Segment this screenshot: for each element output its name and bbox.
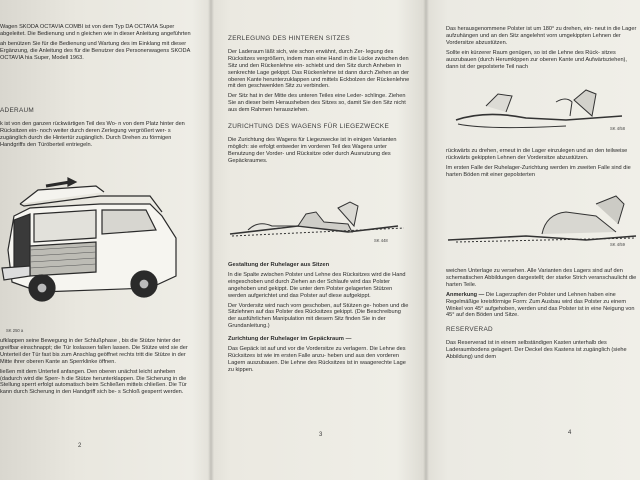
right-page-text-bottom xyxy=(446,268,640,364)
middle-fig-label: SK 448 xyxy=(374,238,388,243)
right-page-text-mid xyxy=(446,148,640,182)
middle-page-text-top xyxy=(228,36,410,168)
right-anmerkung-title: Anmerkung — xyxy=(446,291,485,298)
left-page-section xyxy=(0,108,196,152)
right-para5: weichen Unterlage zu versehen. Alle Varianten des Lagers sind auf den schematischen Abbildungen dargestellt; der starke Strich veranschaulicht die harten Teile. xyxy=(446,268,637,288)
middle-subhead2: Zurichtung der Ruhelager im Gepäckraum — xyxy=(228,336,352,343)
middle-heading: ZERLEGUNG DES HINTEREN SITZES xyxy=(228,35,350,42)
left-intro: Wagen SKODA OCTAVIA COMBI ist von dem Typ DA OCTAVIA Super abgeleitet. Die Bedienung und n gleichen wie in dieser Anleitung angeführten xyxy=(0,24,191,37)
middle-subhead1: Gestaltung der Ruhelager aus Sitzen xyxy=(228,262,330,268)
right-anmerkung: Die Lagerzapfen der Polster und Lehnen haben eine Regelmäßige kreisförmige Form: Zum Ausbau wird das Polster zu einem Winkel von 45° aufgehoben, werden und das Polster ist in eine Neigung von 45° auf den Böden und Sitze. xyxy=(446,291,635,319)
page-fold-left xyxy=(208,0,214,480)
car-illustration xyxy=(0,176,180,314)
right-fig-label2: SK 4/59 xyxy=(610,242,625,247)
right-page-text-top xyxy=(446,26,640,73)
left-para1: k ist von den ganzen rückwärtigen Teil des Wo- n von dem Platz hinter den Rücksitzen ein- noch weiter durch deren Zerlegung vergrößert wer- s zugänglich durch die Hintertür zugänglich. Durch Drehen zu förmigen Handgriffs den Türöberteil entriegeln. xyxy=(0,120,185,148)
right-para3: rückwärts zu drehen, erneut in die Lager einzulegen und an den teilweise rückwärts gekippten Lehnen der Vordersitze abzustützen. xyxy=(446,148,628,161)
left-para3: ließen mit dem Unterteil anfangen. Den oberen unächst leicht anheben (dadurch wird die Sperr- h die Stütze herunterklappen. Die Sicherung in die Stellung sperrt erfolgt automatisch beim Schließen mittels chließen. Die Tür kann durch Sicherung in den Handgriff sich be- s Schloß gesperrt werden. xyxy=(0,368,187,396)
middle-heading2: ZURICHTUNG DES WAGENS FÜR LIEGEZWECKE xyxy=(228,123,390,131)
middle-para3: Die Zurichtung des Wagens für Liegezwecke ist in einigen Varianten möglich: sie erfolgt entweder im vorderen Teil des Wagens unter Benutzung der Vorder- und Rücksitze oder durch Ausnutzung des Gepäckraumes. xyxy=(228,136,397,164)
right-para6: Das Reserverad ist in einem selbständigen Kasten unterhalb des Laderaumbodens gelagert. Der Deckel des Kastens ist zugänglich (siehe Abbildung) und dem xyxy=(446,340,627,361)
middle-para2: Der Sitz hat in der Mitte des unteren Teiles eine Leder- schlinge. Ziehen Sie an dieser beim Herausheben des Sitzes so, damit Sie den Sitz nicht aus dem Rahmen herausziehen. xyxy=(228,93,406,114)
right-heading: RESERVERAD xyxy=(446,326,493,334)
middle-para6: Das Gepäck ist auf und vor die Vordersitze zu verlagern. Die Lehne des Rücksitzes ist wie im ersten Falle anzu- heben und aus den vorderen Lagern auszubauen. Die Lehne des Rücksitzes ist in waagerechte Lage zu kippen. xyxy=(228,346,406,373)
middle-page-text-bottom xyxy=(228,256,410,377)
left-page-number: 2 xyxy=(78,443,82,449)
right-page-number: 4 xyxy=(568,430,572,436)
right-para4: Im ersten Falle der Ruhelager-Zurichtung werden im zweiten Falle sind die harten Böden mit einer gepolsterten xyxy=(446,164,631,178)
left-page-text-bottom xyxy=(0,338,196,399)
left-page-text-top xyxy=(0,24,196,65)
right-para1: Das herausgenommene Polster ist um 180° zu drehen, ein- neut in die Lager aufzuhängen und an den Sitz angelehnt vorn umgekippten Lehnen der Vordersitze abzustützen. xyxy=(446,26,637,46)
page-fold-right xyxy=(423,0,429,480)
left-fig-label: SK 250 a xyxy=(6,328,24,333)
middle-para5: Der Vordersitz wird nach vorn geschoben, auf Stützen ge- hoben und die Sitzlehnen auf das Polster des Rücksitzes gekippt. (Die Beschreibung der ausführlichen Manipulation mit diesem Sitz finden Sie in der Grundanleitung.) xyxy=(228,302,409,330)
right-para2: Sollte ein kürzerer Raum genügen, so ist die Lehne des Rück- sitzes auszubauen (durch Herumkippen zur oberen Kante und Aufwärtsziehen), dann ist der gepolsterte Teil nach xyxy=(446,49,627,70)
left-para2: ufklappen seine Bewegung in der Schlußphase , bis die Stütze hinter der greifbar einschnappt; die Tür loslassen fallen lassen. Die Stütze wird sie der Unterteil der Tür fast bis zum Anschlag geöffnet rechts tritt die Stütze in der Mitte ihrer oberen Kante an Sperrklinke öffnen. xyxy=(0,338,188,365)
left-heading: ADERAUM xyxy=(0,107,35,114)
middle-para1: Der Laderaum läßt sich, wie schon erwähnt, durch Zer- legung des Rücksitzes vergrößern, indem man eine Hand in die Lücke zwischen den Sitz und den Rückenlehne ein- schiebt und den Sitz durch Anheben in senkrechte Lage gekippt. Das Rückenlehne ist dann durch Ziehen an der oberen Kante herunterzuklappen und mittels Eckbolzen der Rückenlehne mit den geschwenkten Sitz zu verbinden. xyxy=(228,48,410,90)
left-intro2: ah benützen Sie für die Bedienung und Wartung des im Einklang mit dieser Ergänzung, die Anleitung des für die Benutzer des Personenwagens SKODA OCTAVIA hia Super, Modell 1963. xyxy=(0,40,190,61)
middle-para4: In die Spalte zwischen Polster und Lehne des Rücksitzes wird die Hand eingeschoben und durch Ziehen an der Schlaufe wird das Polster angehoben und gekippt. Die unter dem Polster gelagerten Stützen werden aufgerichtet und das Polster auf diese aufgekippt. xyxy=(228,271,406,299)
right-fig-label1: SK 4/58 xyxy=(610,126,625,131)
middle-page-number: 3 xyxy=(319,432,323,438)
